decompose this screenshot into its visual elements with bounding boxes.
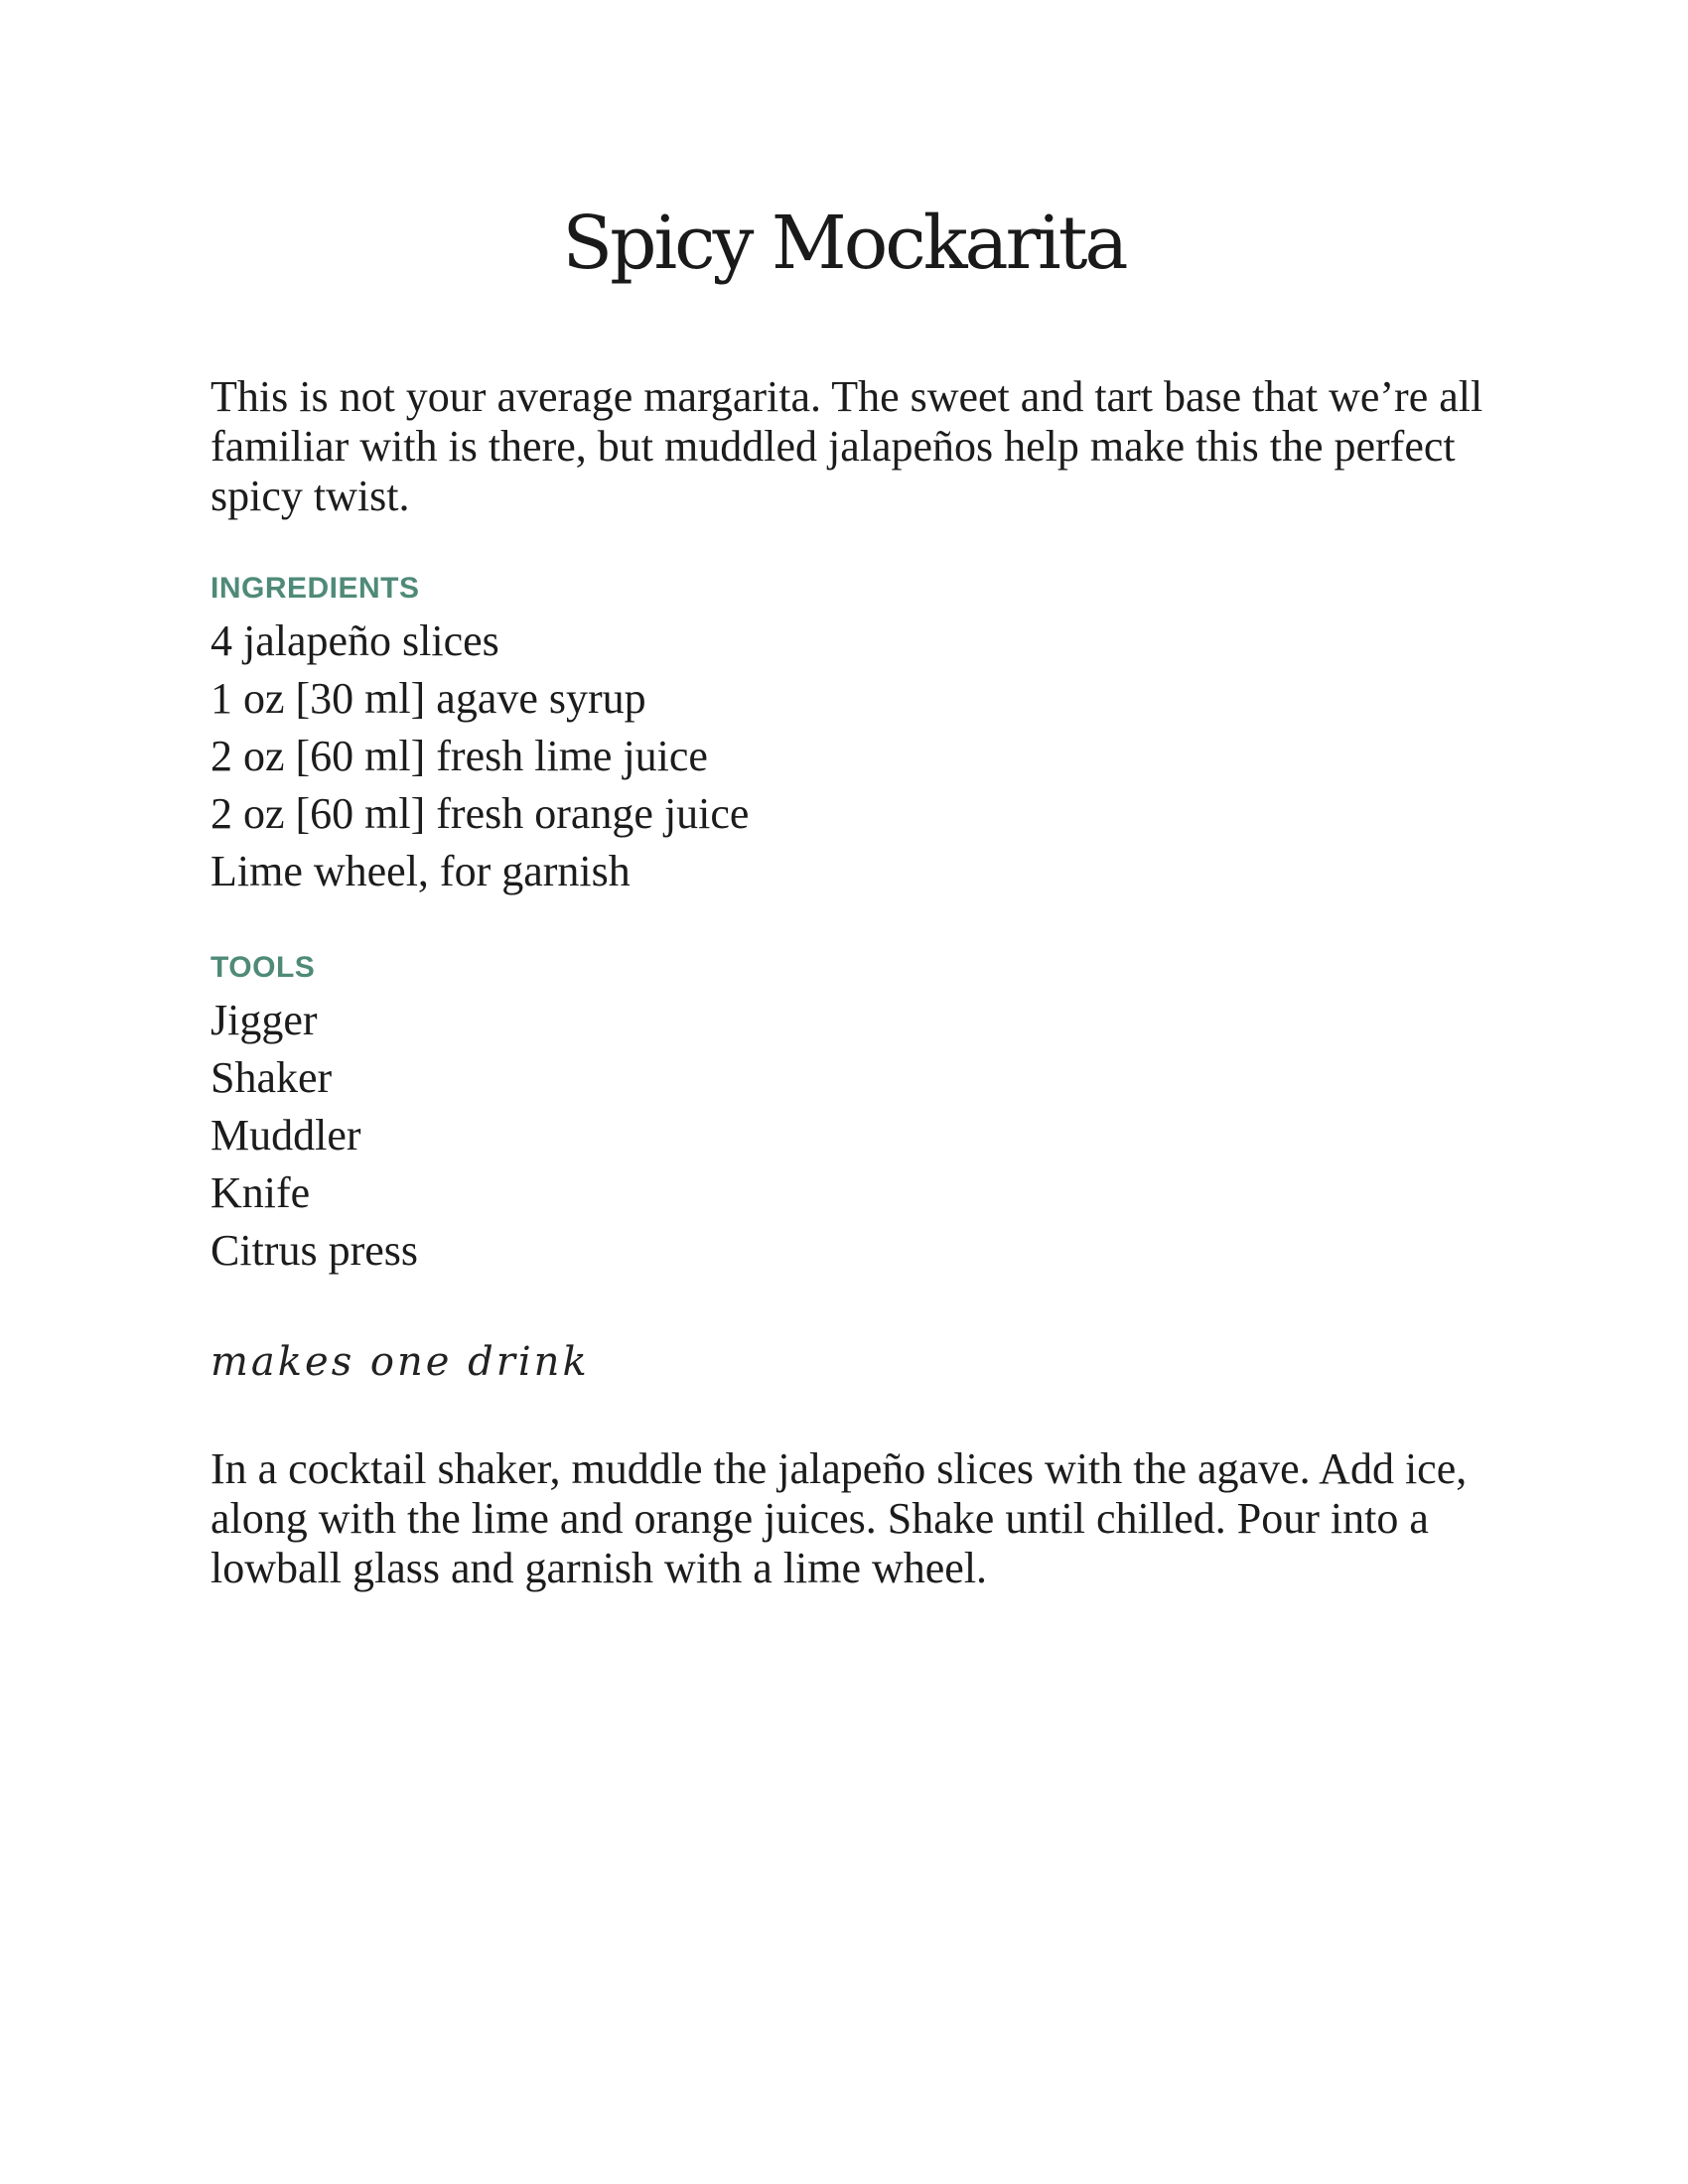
tool-item: Knife xyxy=(211,1168,311,1217)
yield-note: makes one drink xyxy=(211,1339,590,1385)
ingredient-item: 2 oz [60 ml] fresh orange juice xyxy=(211,789,750,838)
tool-item: Citrus press xyxy=(211,1226,418,1275)
tools-list xyxy=(211,992,1501,1280)
ingredient-item: 2 oz [60 ml] fresh lime juice xyxy=(211,732,708,780)
tool-item: Shaker xyxy=(211,1053,333,1102)
ingredients-list xyxy=(211,613,1501,900)
ingredients-heading: INGREDIENTS xyxy=(211,572,420,605)
recipe-content xyxy=(211,372,1501,1593)
recipe-method: In a cocktail shaker, muddle the jalapeño slices with the agave. Add ice, along with the lime and orange juices. Shake until chilled. Pour into a lowball glass and garnish with a lime wheel. xyxy=(211,1444,1468,1592)
ingredient-item: 1 oz [30 ml] agave syrup xyxy=(211,674,646,723)
tool-item: Jigger xyxy=(211,996,318,1044)
tools-heading: TOOLS xyxy=(211,951,316,984)
recipe-title: Spicy Mockarita xyxy=(562,201,1126,286)
ingredient-item: Lime wheel, for garnish xyxy=(211,847,631,895)
tool-item: Muddler xyxy=(211,1111,361,1160)
recipe-intro: This is not your average margarita. The sweet and tart base that we’re all familiar with is there, but muddled jalapeños help make this the perfect spicy twist. xyxy=(211,372,1483,520)
ingredient-item: 4 jalapeño slices xyxy=(211,616,499,665)
